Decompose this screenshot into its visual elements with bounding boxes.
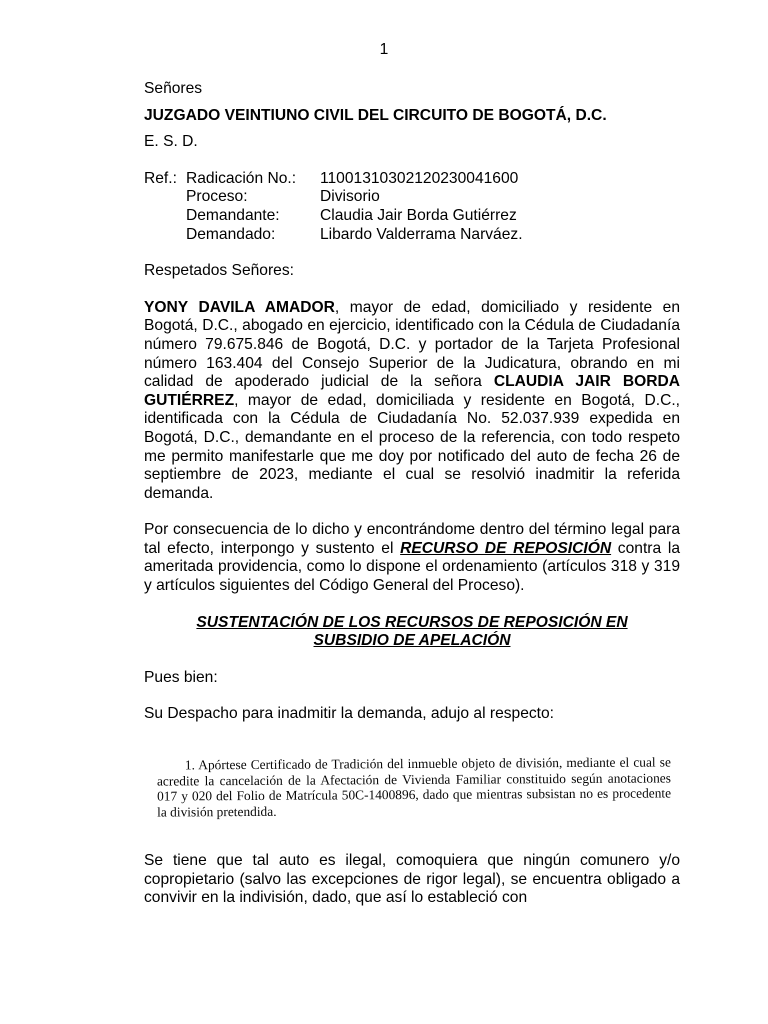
letter-body <box>144 80 680 908</box>
pues-bien: Pues bien: <box>144 668 218 686</box>
court-name <box>144 107 680 126</box>
reference-value: Claudia Jair Borda Gutiérrez <box>320 206 517 224</box>
quote-text: Apórtese Certificado de Tradición del inmueble objeto de división, mediante el cual se acredite la cancelación de la Afectación de Vivienda Familiar constituido según anotaciones 017 y 020 del Folio de Matrícula 50C-1400896, dado que mientras subsistan no es procedente la división pretendida. <box>156 754 672 820</box>
despacho-intro: Su Despacho para inadmitir la demanda, adujo al respecto: <box>144 705 555 723</box>
reference-value: Divisorio <box>320 188 380 206</box>
reference-label: Ref.: <box>144 169 177 187</box>
page-number: 1 <box>379 41 389 58</box>
salutation: Señores <box>144 80 203 97</box>
esd-line: E. S. D. <box>144 133 198 151</box>
client-name: CLAUDIA JAIR BORDA GUTIÉRREZ <box>144 373 680 409</box>
paragraph-identification: YONY DAVILA AMADOR, mayor de edad, domiciliado y residente en Bogotá, D.C., abogado en ejercicio, identificado con la Cédula de Ciudadanía número 79.675.846 de Bogotá, D.C. y portador de la Tarjeta Profesional número 163.404 del Consejo Superior de la Judicatura, obrando en mi calidad de apoderado judicial de la señora CLAUDIA JAIR BORDA GUTIÉRREZ, mayor de edad, domiciliada y residente en Bogotá, D.C., identificada con la Cédula de Ciudadanía No. 52.037.939 expedida en Bogotá, D.C., demandante en el proceso de la referencia, con todo respeto me permito manifestarle que me doy por notificado del auto de fecha 26 de septiembre de 2023, mediante el cual se resolvió inadmitir la referida demanda. <box>144 298 680 502</box>
reference-value: Libardo Valderrama Narváez. <box>320 225 523 243</box>
paragraph-recurso: Por consecuencia de lo dicho y encontrándome dentro del término legal para tal efecto, interpongo y sustento el RECURSO DE REPOSICIÓN contra la ameritada providencia, como lo dispone el ordenamiento (artículos 318 y 319 y artículos siguientes del Código General del Proceso). <box>144 521 680 595</box>
attorney-name: YONY DAVILA AMADOR <box>144 298 335 316</box>
section-heading: SUSTENTACIÓN DE LOS RECURSOS DE REPOSICIÓN EN SUBSIDIO DE APELACIÓN <box>196 613 628 650</box>
reference-key: Radicación No.: <box>186 169 297 187</box>
reference-key: Demandado: <box>186 225 276 243</box>
scanned-quote <box>149 746 675 827</box>
quote-number: 1. <box>184 757 195 773</box>
reference-value: 11001310302120230041600 <box>320 169 519 187</box>
reference-key: Demandante: <box>186 206 280 224</box>
recurso-emphasis: RECURSO DE REPOSICIÓN <box>400 539 612 557</box>
greeting: Respetados Señores: <box>144 262 294 280</box>
court-name-end: . <box>602 106 607 124</box>
reference-block <box>144 170 680 244</box>
paragraph-ilegal: Se tiene que tal auto es ilegal, comoquiera que ningún comunero y/o copropietario (salvo las excepciones de rigor legal), se encuentra obligado a convivir en la indivisión, dado, que así lo estableció con <box>144 852 680 907</box>
reference-key: Proceso: <box>186 188 248 206</box>
court-name-text: JUZGADO VEINTIUNO CIVIL DEL CIRCUITO DE BOGOTÁ, D.C <box>144 106 603 124</box>
